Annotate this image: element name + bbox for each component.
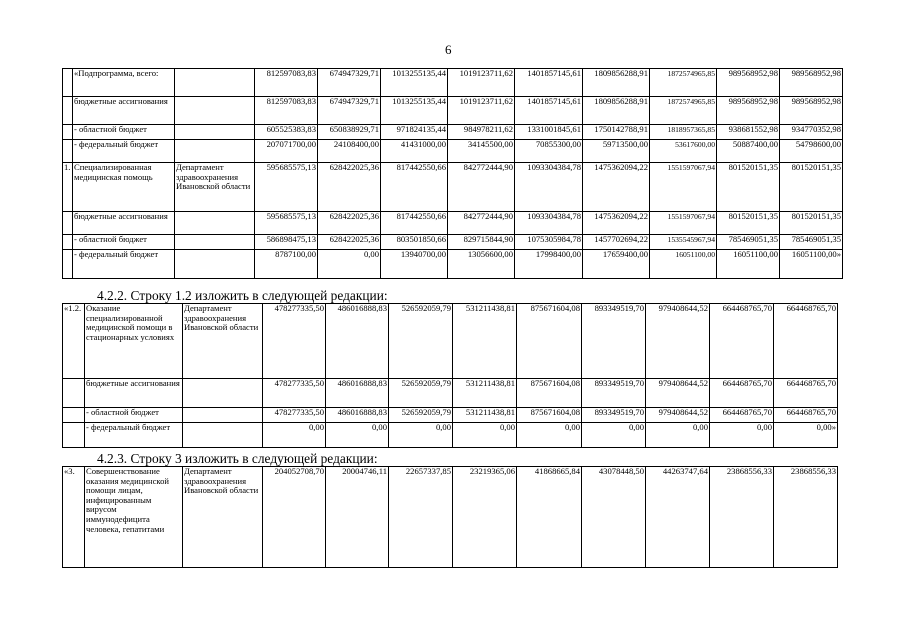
amount-cell: 1818957365,85 [650,125,717,140]
amount-cell: 664468765,70 [774,379,838,408]
amount-cell: 16051100,00 [717,250,780,279]
amount-cell: 531211438,81 [453,304,517,379]
amount-cell: 0,00 [453,423,517,448]
row-name-cell: - федеральный бюджет [73,250,175,279]
amount-cell: 70855300,00 [515,140,583,163]
executor-cell [183,379,263,408]
amount-cell: 803501850,66 [381,235,448,250]
row-number-cell [63,140,73,163]
table-row [63,163,843,212]
row-name-cell: - федеральный бюджет [85,423,183,448]
amount-cell: 16051100,00 [650,250,717,279]
row-name-cell: - областной бюджет [85,408,183,423]
table-row [63,212,843,235]
amount-cell: 1331001845,61 [515,125,583,140]
table-row [63,379,838,408]
amount-cell: 16051100,00» [780,250,843,279]
amount-cell: 650838929,71 [318,125,381,140]
executor-cell [183,423,263,448]
amount-cell: 785469051,35 [717,235,780,250]
amount-cell: 1809856288,91 [583,97,650,125]
amount-cell: 24108400,00 [318,140,381,163]
table-row [63,69,843,97]
amount-cell: 1475362094,22 [583,212,650,235]
amount-cell: 531211438,81 [453,379,517,408]
amount-cell: 664468765,70 [710,379,774,408]
amount-cell: 875671604,08 [517,304,582,379]
amount-cell: 829715844,90 [448,235,515,250]
amount-cell: 478277335,50 [263,408,326,423]
amount-cell: 0,00 [263,423,326,448]
amount-cell: 478277335,50 [263,379,326,408]
amount-cell: 486016888,83 [326,304,389,379]
amount-cell: 13940700,00 [381,250,448,279]
amount-cell: 478277335,50 [263,304,326,379]
amount-cell: 893349519,70 [582,408,646,423]
amount-cell: 1093304384,78 [515,163,583,212]
amount-cell: 1872574965,85 [650,69,717,97]
amount-cell: 8787100,00 [255,250,318,279]
amount-cell: 0,00 [582,423,646,448]
amount-cell: 59713500,00 [583,140,650,163]
row-number-cell: «3. [63,467,85,568]
row-name-cell: бюджетные ассигнования [73,212,175,235]
table-row [63,125,843,140]
section-heading-4-2-2: 4.2.2. Строку 1.2 изложить в следующей редакции: [97,288,388,303]
executor-cell [175,140,255,163]
section-heading-4-2-3: 4.2.3. Строку 3 изложить в следующей редакции: [97,451,378,466]
amount-cell: 1551597067,94 [650,212,717,235]
amount-cell: 20004746,11 [326,467,389,568]
row-name-cell: Оказание специализированной медицинской помощи в стационарных условиях [85,304,183,379]
table-row [63,408,838,423]
amount-cell: 1093304384,78 [515,212,583,235]
executor-cell [183,408,263,423]
table-row [63,423,838,448]
amount-cell: 486016888,83 [326,379,389,408]
amount-cell: 207071700,00 [255,140,318,163]
row-name-cell: - областной бюджет [73,235,175,250]
amount-cell: 664468765,70 [774,408,838,423]
amount-cell: 586898475,13 [255,235,318,250]
amount-cell: 628422025,36 [318,235,381,250]
amount-cell: 674947329,71 [318,69,381,97]
row-number-cell [63,235,73,250]
amount-cell: 204052708,70 [263,467,326,568]
amount-cell: 979408644,52 [646,379,710,408]
amount-cell: 1019123711,62 [448,69,515,97]
amount-cell: 0,00 [646,423,710,448]
amount-cell: 1457702694,22 [583,235,650,250]
row-name-cell: Совершенствование оказания медицинской помощи лицам, инфицированным вирусом иммунодефицита человека, гепатитами [85,467,183,568]
amount-cell: 812597083,83 [255,97,318,125]
executor-cell: Департамент здравоохранения Ивановской области [183,467,263,568]
amount-cell: 50887400,00 [717,140,780,163]
amount-cell: 1013255135,44 [381,69,448,97]
amount-cell: 664468765,70 [710,408,774,423]
amount-cell: 674947329,71 [318,97,381,125]
amount-cell: 801520151,35 [780,163,843,212]
amount-cell: 875671604,08 [517,379,582,408]
amount-cell: 801520151,35 [780,212,843,235]
row-number-cell: «1.2. [63,304,85,379]
amount-cell: 938681552,98 [717,125,780,140]
amount-cell: 526592059,79 [389,408,453,423]
table-row [63,97,843,125]
amount-cell: 984978211,62 [448,125,515,140]
table-row [63,467,838,568]
amount-cell: 989568952,98 [717,69,780,97]
amount-cell: 0,00 [710,423,774,448]
executor-cell [175,212,255,235]
row-number-cell [63,423,85,448]
row-name-cell: - областной бюджет [73,125,175,140]
executor-cell [175,235,255,250]
amount-cell: 1475362094,22 [583,163,650,212]
amount-cell: 0,00 [318,250,381,279]
executor-cell: Департамент здравоохранения Ивановской области [183,304,263,379]
amount-cell: 43078448,50 [582,467,646,568]
amount-cell: 989568952,98 [780,69,843,97]
row-number-cell [63,125,73,140]
table-row [63,140,843,163]
row-number-cell [63,250,73,279]
amount-cell: 893349519,70 [582,379,646,408]
page-number: 6 [445,42,452,57]
amount-cell: 628422025,36 [318,212,381,235]
amount-cell: 1401857145,61 [515,69,583,97]
executor-cell [175,125,255,140]
amount-cell: 1401857145,61 [515,97,583,125]
amount-cell: 53617600,00 [650,140,717,163]
row-name-cell: - федеральный бюджет [73,140,175,163]
amount-cell: 934770352,98 [780,125,843,140]
amount-cell: 0,00 [389,423,453,448]
amount-cell: 486016888,83 [326,408,389,423]
amount-cell: 979408644,52 [646,408,710,423]
budget-table-row-3 [62,466,838,568]
amount-cell: 54798600,00 [780,140,843,163]
amount-cell: 0,00 [326,423,389,448]
amount-cell: 44263747,64 [646,467,710,568]
row-number-cell [63,212,73,235]
amount-cell: 979408644,52 [646,304,710,379]
amount-cell: 989568952,98 [717,97,780,125]
amount-cell: 628422025,36 [318,163,381,212]
amount-cell: 1551597067,94 [650,163,717,212]
executor-cell [175,69,255,97]
executor-cell [175,250,255,279]
amount-cell: 531211438,81 [453,408,517,423]
amount-cell: 41868665,84 [517,467,582,568]
row-number-cell [63,408,85,423]
row-name-cell: бюджетные ассигнования [85,379,183,408]
amount-cell: 842772444,90 [448,163,515,212]
amount-cell: 23868556,33 [710,467,774,568]
table-row [63,235,843,250]
amount-cell: 17659400,00 [583,250,650,279]
amount-cell: 1809856288,91 [583,69,650,97]
table-row [63,250,843,279]
row-name-cell: «Подпрограмма, всего: [73,69,175,97]
row-name-cell: бюджетные ассигнования [73,97,175,125]
amount-cell: 817442550,66 [381,212,448,235]
amount-cell: 801520151,35 [717,163,780,212]
amount-cell: 842772444,90 [448,212,515,235]
amount-cell: 22657337,85 [389,467,453,568]
budget-table-row-1-2 [62,303,838,448]
amount-cell: 785469051,35 [780,235,843,250]
amount-cell: 1019123711,62 [448,97,515,125]
amount-cell: 23868556,33 [774,467,838,568]
amount-cell: 605525383,83 [255,125,318,140]
table-row [63,304,838,379]
row-number-cell [63,69,73,97]
amount-cell: 1013255135,44 [381,97,448,125]
row-number-cell [63,379,85,408]
amount-cell: 1075305984,78 [515,235,583,250]
amount-cell: 17998400,00 [515,250,583,279]
budget-table-subprogram [62,68,843,279]
amount-cell: 989568952,98 [780,97,843,125]
amount-cell: 23219365,06 [453,467,517,568]
amount-cell: 526592059,79 [389,379,453,408]
amount-cell: 817442550,66 [381,163,448,212]
amount-cell: 971824135,44 [381,125,448,140]
amount-cell: 801520151,35 [717,212,780,235]
row-number-cell [63,97,73,125]
amount-cell: 664468765,70 [710,304,774,379]
amount-cell: 595685575,13 [255,212,318,235]
amount-cell: 526592059,79 [389,304,453,379]
amount-cell: 1750142788,91 [583,125,650,140]
amount-cell: 41431000,00 [381,140,448,163]
amount-cell: 13056600,00 [448,250,515,279]
amount-cell: 1872574965,85 [650,97,717,125]
executor-cell: Департамент здравоохранения Ивановской области [175,163,255,212]
amount-cell: 664468765,70 [774,304,838,379]
amount-cell: 0,00 [517,423,582,448]
amount-cell: 595685575,13 [255,163,318,212]
row-number-cell: 1. [63,163,73,212]
amount-cell: 34145500,00 [448,140,515,163]
row-name-cell: Специализированная медицинская помощь [73,163,175,212]
executor-cell [175,97,255,125]
amount-cell: 1535545967,94 [650,235,717,250]
amount-cell: 875671604,08 [517,408,582,423]
amount-cell: 0,00» [774,423,838,448]
amount-cell: 893349519,70 [582,304,646,379]
amount-cell: 812597083,83 [255,69,318,97]
